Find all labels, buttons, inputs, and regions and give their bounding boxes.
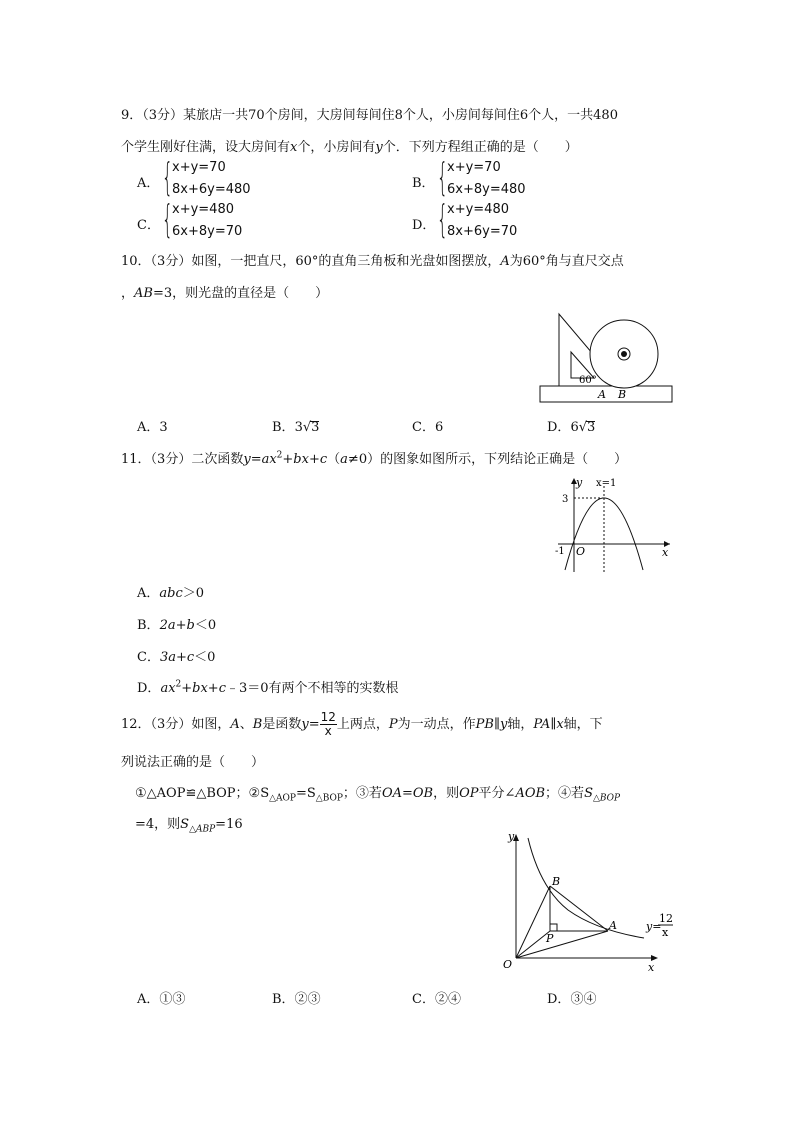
q10-var-ab: AB: [134, 286, 153, 301]
q12-var-y: y: [301, 717, 309, 732]
q11-option-b-expr: 2a+b: [159, 618, 195, 633]
q12-option-a-label: A．: [137, 992, 160, 1007]
y-axis-label: y: [576, 476, 583, 489]
q12-text-a: 如图，: [191, 717, 231, 732]
q9-option-d-eq1: x+y=480: [447, 202, 509, 217]
q9-option-d-label[interactable]: D．: [412, 218, 436, 233]
q12-s2a: =4，则: [135, 817, 181, 832]
angle-label: 60°: [579, 375, 597, 386]
q12-sep: 、: [239, 717, 253, 732]
q9-option-c-eq1: x+y=480: [172, 202, 234, 217]
q12-parallel-2: ∥: [550, 717, 557, 732]
q9-line2: [121, 136, 578, 155]
q12-text-j: 为一动点，作: [397, 717, 476, 732]
q11-score: （3分）: [150, 452, 192, 467]
q10-score: （3分）: [150, 254, 192, 269]
q10-option-d[interactable]: [547, 416, 595, 435]
q10-text-1a: 如图，一把直尺，60°的直角三角板和光盘如图摆放，: [191, 254, 501, 269]
q10-text-1b: 为60°角与直尺交点: [509, 254, 624, 269]
point-a-label: A: [598, 388, 606, 401]
q12-var-x: x: [556, 717, 564, 732]
q11-option-d-tail: +bx+c: [181, 681, 226, 696]
q12-option-b[interactable]: [272, 988, 321, 1007]
q12-line1: [121, 711, 603, 738]
q12-s1i: 平分∠: [478, 786, 516, 801]
symmetry-label: x=1: [596, 478, 617, 489]
q12-line2: 列说法正确的是（ ）: [121, 755, 265, 770]
q9-option-b-eq2: 6x+8y=480: [447, 182, 526, 197]
q12-s1k: ；④若: [545, 786, 585, 801]
q12-frac-den: x: [324, 724, 332, 738]
q12-s1e: =: [401, 786, 413, 801]
q12-option-b-value: ②③: [294, 992, 321, 1007]
q12-var-oa: OA: [381, 786, 402, 801]
q12-text-r: 轴，下: [563, 717, 603, 732]
sqrt-icon: √: [302, 420, 312, 435]
func-label-den: x: [662, 926, 669, 939]
q12-s1: ①△AOP≌△BOP；②S: [135, 786, 270, 801]
q10-option-c-value: 6: [434, 420, 444, 435]
q12-var-y2: y: [499, 717, 508, 732]
q9-var-x: x: [290, 140, 298, 155]
q11-number: 11．: [121, 452, 151, 467]
ruler: [540, 386, 672, 402]
q10-number: 10．: [121, 254, 151, 269]
segment-op: [516, 931, 550, 958]
neg-one-label: -1: [555, 546, 565, 557]
q11-option-a[interactable]: [137, 582, 204, 601]
q9-score: （3分）: [142, 108, 184, 123]
q11-option-d-rel: ﹣3＝0有两个不相等的实数根: [226, 681, 399, 696]
q12-fraction: [320, 711, 337, 738]
q10-option-a-label: A．: [137, 420, 160, 435]
brace-icon: {: [162, 155, 173, 199]
q12-var-pb: PB: [475, 717, 494, 732]
q12-option-a-value: ①③: [159, 992, 186, 1007]
q12-var-s: S: [584, 786, 593, 801]
q11-cond-b: ≠0）的图象如图所示，下列结论正确是（ ）: [347, 452, 628, 467]
q12-option-c-label: C．: [412, 992, 435, 1007]
q11-option-a-rel: ＞0: [182, 586, 205, 601]
brace-icon: {: [437, 197, 448, 241]
q9-option-c-label[interactable]: C．: [137, 218, 160, 233]
q12-frac-num: 12: [320, 710, 336, 724]
q10-option-b-radicand: 3: [311, 420, 320, 435]
q11-option-d-sup: 2: [175, 679, 182, 690]
q12-eq: =: [308, 717, 320, 732]
q9-text-2c: 个．下列方程组正确的是（ ）: [382, 140, 578, 155]
q12-option-d[interactable]: [547, 988, 596, 1007]
q12-statements-1: [135, 782, 620, 804]
q11-option-c-label: C．: [137, 650, 160, 665]
q12-option-c-value: ②④: [434, 992, 461, 1007]
q9-text-1: 某旅店一共70个房间，大房间每间住8个人，小房间每间住6个人，一共480: [183, 108, 618, 123]
q12-s2c: =16: [215, 817, 243, 832]
q11-func-tail: +bx+c: [282, 452, 328, 467]
y-value-label: 3: [562, 494, 569, 505]
brace-icon: {: [162, 197, 173, 241]
hyperbola: [528, 838, 644, 938]
q12-var-b: B: [252, 717, 263, 732]
q11-cond-a: （: [327, 452, 341, 467]
q12-score: （3分）: [150, 717, 192, 732]
segment-ob: [516, 886, 550, 958]
segment-ab: [550, 886, 608, 931]
q9-number: 9．: [121, 108, 143, 123]
y-axis-label: y: [508, 830, 515, 843]
q12-option-b-label: B．: [272, 992, 295, 1007]
q9-option-a-label[interactable]: A．: [137, 176, 160, 191]
q11-option-a-label: A．: [137, 586, 160, 601]
q12-text-h: 上两点，: [336, 717, 389, 732]
point-b-label: B: [618, 388, 627, 401]
q10-option-b-label: B．: [272, 420, 295, 435]
q11-func-sup: 2: [276, 450, 283, 461]
q12-s1-sub: △AOP: [269, 793, 296, 804]
q12-option-d-value: ③④: [570, 992, 597, 1007]
origin-label: O: [576, 545, 586, 558]
q9-line1: [121, 104, 618, 123]
q12-s1g: ，则: [433, 786, 460, 801]
q10-figure: [536, 306, 676, 406]
q12-number: 12．: [121, 717, 151, 732]
q10-option-a-value: 3: [159, 420, 168, 435]
q11-option-d-expr: ax: [160, 681, 176, 696]
x-axis-label: x: [662, 546, 669, 559]
q9-option-a-eq2: 8x+6y=480: [172, 182, 251, 197]
q10-line2: [121, 282, 328, 301]
q12-statements-2: [135, 813, 243, 835]
x-axis-label: x: [648, 961, 655, 974]
q9-option-b-label[interactable]: B．: [412, 176, 435, 191]
q11-option-a-expr: abc: [159, 586, 183, 601]
disc-hole: [621, 351, 627, 357]
func-label-y: y=: [646, 920, 662, 933]
q10-var-a: A: [500, 254, 510, 269]
q11-option-c-expr: 3a+c: [159, 650, 195, 665]
point-a-label: A: [609, 919, 617, 932]
q10-line1: [121, 250, 624, 269]
q10-option-d-label: D．: [547, 420, 571, 435]
q12-var-pa: PA: [533, 717, 551, 732]
q12-s1b-sub: △BOP: [315, 793, 343, 804]
q10-option-a[interactable]: [137, 416, 168, 435]
q11-option-b-rel: ＜0: [194, 618, 217, 633]
sqrt-icon: √: [578, 420, 588, 435]
q11-line1: [121, 448, 627, 467]
q11-cond-var: a: [340, 452, 348, 467]
q10-option-c[interactable]: [412, 416, 443, 435]
q12-var-op: OP: [459, 786, 479, 801]
q12-s1c: ；③若: [342, 786, 382, 801]
q12-var-ob: OB: [412, 786, 434, 801]
q11-figure: [552, 474, 674, 574]
q10-text-2b: =3，则光盘的直径是（ ）: [152, 286, 329, 301]
q11-option-d[interactable]: [137, 677, 399, 696]
q12-var-a: A: [230, 717, 240, 732]
q12-text-n: 轴，: [507, 717, 534, 732]
func-label-num: 12: [659, 912, 673, 925]
q11-option-c-rel: ＜0: [194, 650, 216, 665]
q9-text-2b: 个，小房间有: [297, 140, 376, 155]
q9-option-c-eq2: 6x+8y=70: [172, 224, 243, 239]
q10-option-c-label: C．: [412, 420, 435, 435]
q9-option-a-eq1: x+y=70: [172, 160, 226, 175]
q11-option-d-label: D．: [137, 681, 161, 696]
q12-figure: [496, 830, 680, 976]
q12-s1b: =S: [295, 786, 316, 801]
point-p-label: P: [546, 932, 554, 945]
q12-s1l-sub: △BOP: [592, 793, 621, 804]
q10-text-2a: ，: [121, 286, 135, 301]
brace-icon: {: [437, 155, 448, 199]
right-angle-mark: [550, 924, 557, 931]
q12-var-aob: AOB: [515, 786, 546, 801]
q9-var-y: y: [375, 140, 383, 155]
q9-option-d-eq2: 8x+6y=70: [447, 224, 518, 239]
point-b-label: B: [552, 875, 561, 888]
q12-option-d-label: D．: [547, 992, 571, 1007]
q11-func: y=ax: [243, 452, 277, 467]
origin-label: O: [503, 958, 513, 971]
q12-text-e: 是函数: [262, 717, 302, 732]
q11-option-b[interactable]: [137, 614, 216, 633]
q12-s2b-sub: △ABP: [189, 824, 216, 835]
q11-text-a: 二次函数: [191, 452, 244, 467]
q12-option-a[interactable]: [137, 988, 185, 1007]
q11-option-b-label: B．: [137, 618, 160, 633]
q10-option-d-coef: 6: [570, 420, 579, 435]
q10-option-b-coef: 3: [294, 420, 303, 435]
q12-s2b: S: [180, 817, 190, 832]
q12-option-c[interactable]: [412, 988, 461, 1007]
segment-oa: [516, 931, 608, 958]
q12-var-p: P: [388, 717, 398, 732]
q9-option-b-eq1: x+y=70: [447, 160, 501, 175]
q9-text-2a: 个学生刚好住满，设大房间有: [121, 140, 291, 155]
q10-option-d-radicand: 3: [587, 420, 596, 435]
q11-option-c[interactable]: [137, 646, 215, 665]
q10-option-b[interactable]: [272, 416, 319, 435]
q12-parallel-1: ∥: [493, 717, 500, 732]
